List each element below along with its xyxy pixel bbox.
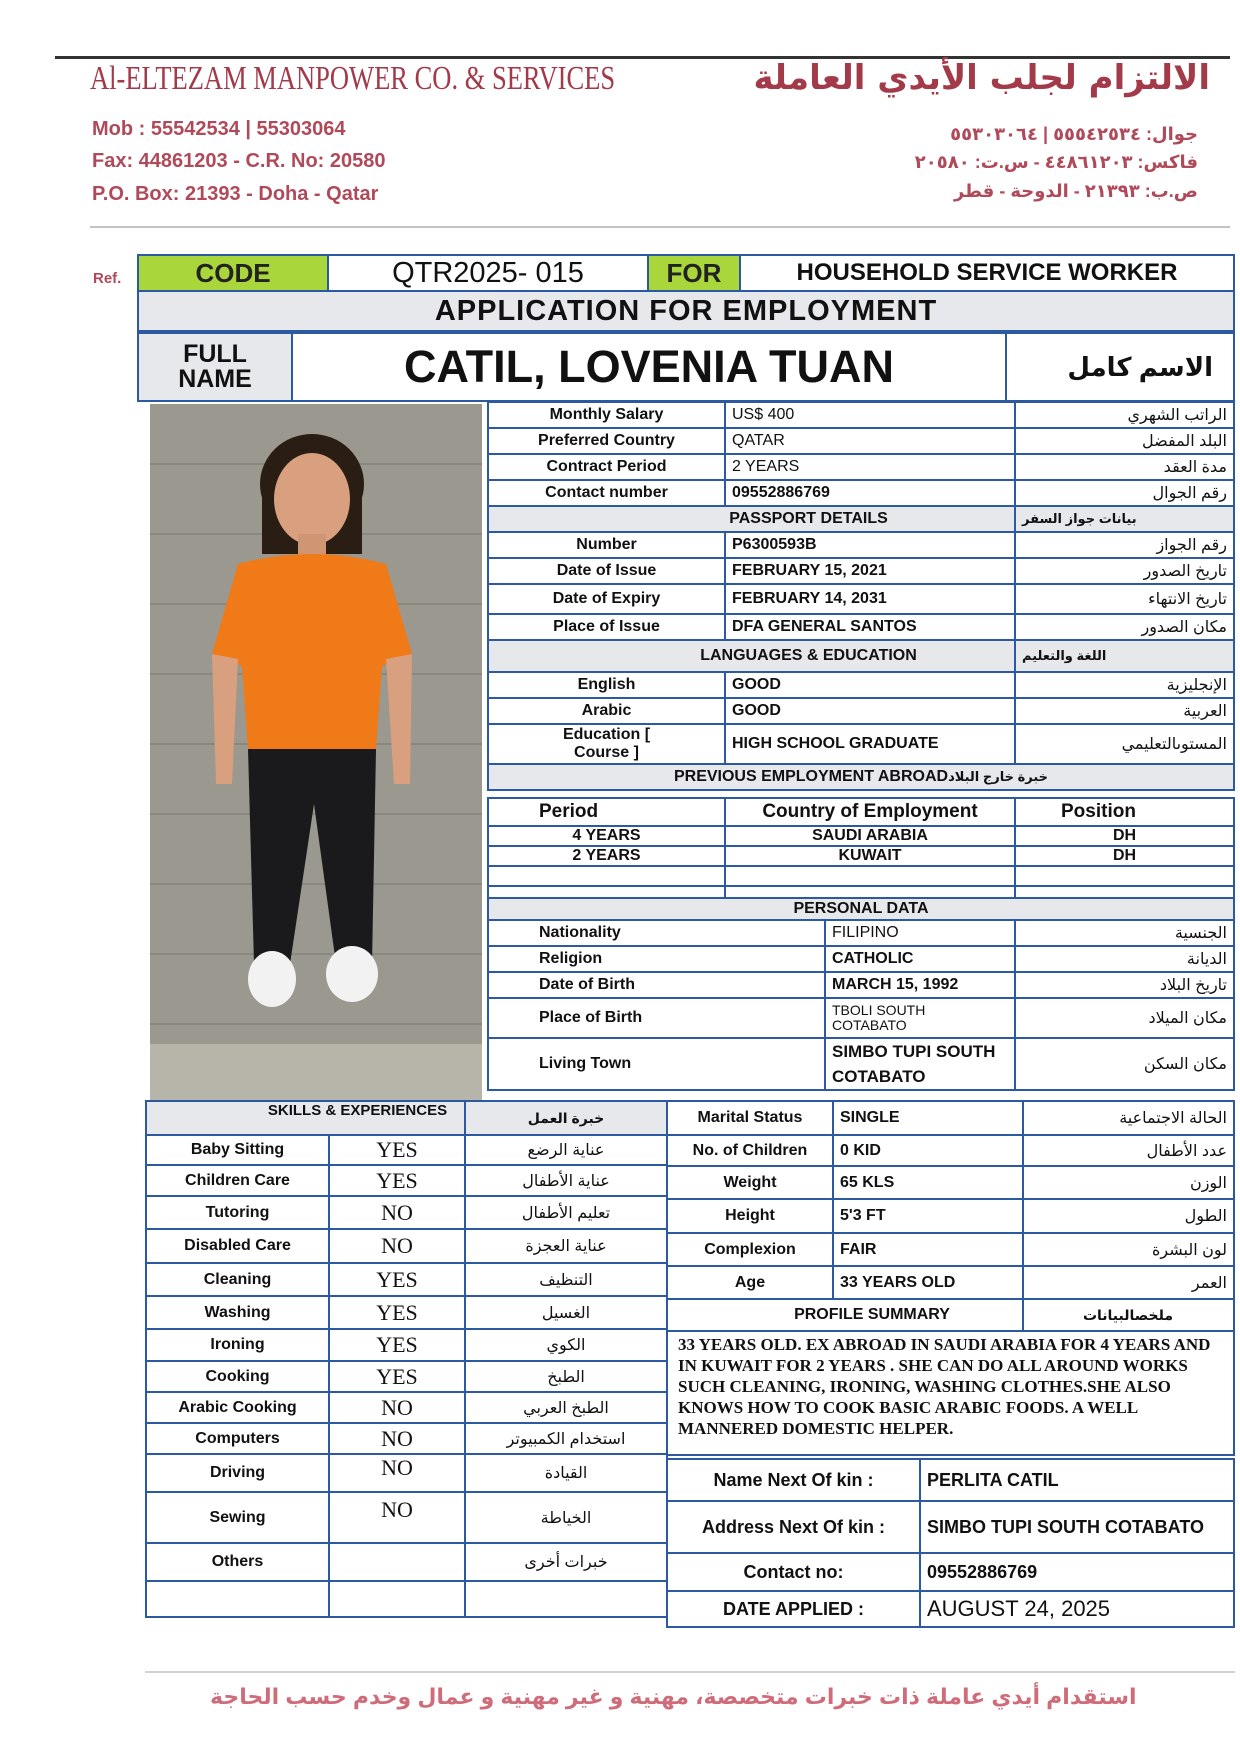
skill-washing-value: YES (329, 1296, 465, 1329)
nationality-ar: الجنسية (1015, 920, 1234, 946)
company-mobile: Mob : 55542534 | 55303064 (92, 118, 346, 140)
arabic-ar: العربية (1015, 698, 1234, 724)
skill-computers-value: NO (329, 1423, 465, 1454)
date-applied-label: DATE APPLIED : (667, 1591, 920, 1627)
skill-washing: Washing (146, 1296, 329, 1329)
code-value: QTR2025- 015 (328, 255, 648, 291)
company-pobox: P.O. Box: 21393 - Doha - Qatar (92, 183, 379, 205)
english-value: GOOD (725, 672, 1015, 698)
company-pobox-ar: ص.ب: ٢١٣٩٣ - الدوحة - قطر (953, 181, 1198, 201)
code-label: CODE (138, 255, 328, 291)
skill-cooking-ar: الطبخ (465, 1361, 667, 1392)
skill-driving-ar: القيادة (465, 1454, 667, 1492)
height-ar: الطول (1023, 1199, 1234, 1233)
pob-ar: مكان الميلاد (1015, 998, 1234, 1038)
for-label: FOR (648, 255, 740, 291)
employment-title: PREVIOUS EMPLOYMENT ABROADخبرة خارج البلاد (488, 764, 1234, 790)
info-table (487, 401, 1235, 791)
languages-title-ar: اللغة والتعليم (1015, 640, 1234, 672)
personal-table (487, 897, 1235, 1091)
applicant-photo (150, 404, 482, 1116)
date-of-expiry-label: Date of Expiry (488, 584, 725, 614)
complexion-ar: لون البشرة (1023, 1233, 1234, 1266)
skill-disabled-care-ar: عناية العجزة (465, 1229, 667, 1263)
company-name-ar: الالتزام لجلب الأيدي العاملة (753, 58, 1210, 98)
contact-number-label: Contact number (488, 480, 725, 506)
pob-value: TBOLI SOUTH COTABATO (825, 998, 1015, 1038)
english-ar: الإنجليزية (1015, 672, 1234, 698)
skill-arabic-cooking-ar: الطبخ العربي (465, 1392, 667, 1423)
dob-ar: تاريخ البلاد (1015, 972, 1234, 998)
preferred-country-label: Preferred Country (488, 428, 725, 454)
company-name-en: Al-ELTEZAM MANPOWER CO. & SERVICES (90, 60, 616, 97)
kin-name-value: PERLITA CATIL (920, 1459, 1234, 1501)
skill-arabic-cooking-value: NO (329, 1392, 465, 1423)
emp1-position: DH (1015, 826, 1234, 846)
col-country: Country of Employment (725, 798, 1015, 826)
skill-cleaning: Cleaning (146, 1263, 329, 1296)
full-name-row (137, 332, 1235, 402)
place-of-issue-value: DFA GENERAL SANTOS (725, 614, 1015, 640)
contact-number-ar: رقم الجوال (1015, 480, 1234, 506)
skill-driving-value: NO (329, 1454, 465, 1492)
passport-title-ar: بيانات جواز السفر (1015, 506, 1234, 532)
skill-washing-ar: الغسيل (465, 1296, 667, 1329)
skill-others: Others (146, 1543, 329, 1581)
place-of-issue-ar: مكان الصدور (1015, 614, 1234, 640)
skill-ironing: Ironing (146, 1329, 329, 1361)
age-label: Age (667, 1266, 833, 1299)
children-value: 0 KID (833, 1135, 1023, 1166)
date-of-expiry-value: FEBRUARY 14, 2031 (725, 584, 1015, 614)
age-value: 33 YEARS OLD (833, 1266, 1023, 1299)
passport-number-label: Number (488, 532, 725, 558)
emp3-period (488, 866, 725, 886)
skill-children-care: Children Care (146, 1165, 329, 1196)
physical-table (666, 1100, 1235, 1456)
children-label: No. of Children (667, 1135, 833, 1166)
skill-computers: Computers (146, 1423, 329, 1454)
for-value: HOUSEHOLD SERVICE WORKER (740, 255, 1234, 291)
skill-blank (146, 1581, 329, 1617)
religion-ar: الديانة (1015, 946, 1234, 972)
skill-children-care-value: YES (329, 1165, 465, 1196)
full-name-value: CATIL, LOVENIA TUAN (292, 333, 1006, 401)
preferred-country-ar: البلد المفضل (1015, 428, 1234, 454)
skill-sewing: Sewing (146, 1492, 329, 1543)
skill-tutoring-value: NO (329, 1196, 465, 1229)
kin-contact-value: 09552886769 (920, 1553, 1234, 1591)
education-ar: المستوىالتعليمي (1015, 724, 1234, 764)
skill-disabled-care-value: NO (329, 1229, 465, 1263)
skills-table (145, 1100, 668, 1618)
skill-arabic-cooking: Arabic Cooking (146, 1392, 329, 1423)
skill-driving: Driving (146, 1454, 329, 1492)
skill-cleaning-ar: التنظيف (465, 1263, 667, 1296)
profile-summary: 33 YEARS OLD. EX ABROAD IN SAUDI ARABIA FOR 4 YEARS AND IN KUWAIT FOR 2 YEARS . SHE CAN DO ALL AROUND WORKS SUCH CLEANING, IRONING, WASHING CLOTHES.SHE ALSO KNOWS HOW TO COOK BASIC ARABIC FOODS. A WELL MANNERED DOMESTIC HELPER. (667, 1331, 1234, 1455)
marital-status-value: SINGLE (833, 1101, 1023, 1135)
weight-label: Weight (667, 1166, 833, 1199)
company-mobile-ar: جوال: ٥٥٥٤٢٥٣٤ | ٥٥٣٠٣٠٦٤ (950, 124, 1198, 144)
dob-label: Date of Birth (488, 972, 825, 998)
skill-computers-ar: استخدام الكمبيوتر (465, 1423, 667, 1454)
date-applied-value: AUGUST 24, 2025 (920, 1591, 1234, 1627)
kin-address-value: SIMBO TUPI SOUTH COTABATO (920, 1501, 1234, 1553)
emp3-country (725, 866, 1015, 886)
height-label: Height (667, 1199, 833, 1233)
kin-address-label: Address Next Of kin : (667, 1501, 920, 1553)
nationality-value: FILIPINO (825, 920, 1015, 946)
skill-ironing-ar: الكوي (465, 1329, 667, 1361)
living-town-value: SIMBO TUPI SOUTH COTABATO (825, 1038, 1015, 1090)
kin-contact-label: Contact no: (667, 1553, 920, 1591)
complexion-label: Complexion (667, 1233, 833, 1266)
skill-children-care-ar: عناية الأطفال (465, 1165, 667, 1196)
code-row (137, 254, 1235, 292)
col-period: Period (488, 798, 725, 826)
arabic-value: GOOD (725, 698, 1015, 724)
skill-cleaning-value: YES (329, 1263, 465, 1296)
english-label: English (488, 672, 725, 698)
skills-title-ar: خبرة العمل (465, 1101, 667, 1135)
religion-value: CATHOLIC (825, 946, 1015, 972)
weight-ar: الوزن (1023, 1166, 1234, 1199)
company-fax: Fax: 44861203 - C.R. No: 20580 (92, 150, 386, 172)
letterhead-divider (90, 226, 1230, 228)
employment-table (487, 797, 1235, 907)
education-value: HIGH SCHOOL GRADUATE (725, 724, 1015, 764)
skill-cooking: Cooking (146, 1361, 329, 1392)
profile-title: PROFILE SUMMARY (667, 1299, 1023, 1331)
emp2-country: KUWAIT (725, 846, 1015, 866)
skill-blank-ar (465, 1581, 667, 1617)
kin-name-label: Name Next Of kin : (667, 1459, 920, 1501)
skill-tutoring-ar: تعليم الأطفال (465, 1196, 667, 1229)
ref-label: Ref. (93, 270, 122, 287)
skills-title: SKILLS & EXPERIENCES (146, 1101, 465, 1135)
salary-ar: الراتب الشهري (1015, 402, 1234, 428)
contract-period-value: 2 YEARS (725, 454, 1015, 480)
emp2-position: DH (1015, 846, 1234, 866)
skill-sewing-value: NO (329, 1492, 465, 1543)
marital-status-label: Marital Status (667, 1101, 833, 1135)
skill-cooking-value: YES (329, 1361, 465, 1392)
skill-blank-value (329, 1581, 465, 1617)
height-value: 5'3 FT (833, 1199, 1023, 1233)
pob-label: Place of Birth (488, 998, 825, 1038)
religion-label: Religion (488, 946, 825, 972)
skill-baby-sitting: Baby Sitting (146, 1135, 329, 1165)
full-name-ar: الاسم كامل (1006, 333, 1234, 401)
salary-value: US$ 400 (725, 402, 1015, 428)
personal-title: PERSONAL DATA (488, 898, 1234, 920)
living-town-label: Living Town (488, 1038, 825, 1090)
passport-number-value: P6300593B (725, 532, 1015, 558)
emp1-country: SAUDI ARABIA (725, 826, 1015, 846)
date-of-issue-label: Date of Issue (488, 558, 725, 584)
education-label: Education [ Course ] (488, 724, 725, 764)
complexion-value: FAIR (833, 1233, 1023, 1266)
arabic-label: Arabic (488, 698, 725, 724)
company-fax-ar: فاكس: ٤٤٨٦١٢٠٣ - س.ت: ٢٠٥٨٠ (914, 152, 1198, 172)
skill-others-value (329, 1543, 465, 1581)
date-of-issue-value: FEBRUARY 15, 2021 (725, 558, 1015, 584)
languages-title: LANGUAGES & EDUCATION (488, 640, 1015, 672)
col-position: Position (1015, 798, 1234, 826)
skill-others-ar: خبرات أخرى (465, 1543, 667, 1581)
preferred-country-value: QATAR (725, 428, 1015, 454)
skill-baby-sitting-ar: عناية الرضع (465, 1135, 667, 1165)
passport-number-ar: رقم الجواز (1015, 532, 1234, 558)
skill-tutoring: Tutoring (146, 1196, 329, 1229)
dob-value: MARCH 15, 1992 (825, 972, 1015, 998)
contract-period-ar: مدة العقد (1015, 454, 1234, 480)
kin-table (666, 1458, 1235, 1628)
passport-title: PASSPORT DETAILS (488, 506, 1015, 532)
date-of-issue-ar: تاريخ الصدور (1015, 558, 1234, 584)
place-of-issue-label: Place of Issue (488, 614, 725, 640)
emp1-period: 4 YEARS (488, 826, 725, 846)
marital-status-ar: الحالة الاجتماعية (1023, 1101, 1234, 1135)
emp2-period: 2 YEARS (488, 846, 725, 866)
date-of-expiry-ar: تاريخ الانتهاء (1015, 584, 1234, 614)
nationality-label: Nationality (488, 920, 825, 946)
footer-rule (145, 1671, 1235, 1673)
contract-period-label: Contract Period (488, 454, 725, 480)
children-ar: عدد الأطفال (1023, 1135, 1234, 1166)
skill-disabled-care: Disabled Care (146, 1229, 329, 1263)
living-town-ar: مكان السكن (1015, 1038, 1234, 1090)
full-name-label: FULL NAME (138, 333, 292, 401)
application-title: APPLICATION FOR EMPLOYMENT (137, 292, 1235, 332)
profile-title-ar: ملخصالبيانات (1023, 1299, 1234, 1331)
salary-label: Monthly Salary (488, 402, 725, 428)
emp3-position (1015, 866, 1234, 886)
skill-baby-sitting-value: YES (329, 1135, 465, 1165)
age-ar: العمر (1023, 1266, 1234, 1299)
skill-ironing-value: YES (329, 1329, 465, 1361)
contact-number-value: 09552886769 (725, 480, 1015, 506)
weight-value: 65 KLS (833, 1166, 1023, 1199)
applicant-photo-image (150, 404, 482, 1116)
footer-tagline: استقدام أيدي عاملة ذات خبرات متخصصة، مهنية و غير مهنية و عمال وخدم حسب الحاجة (210, 1684, 1137, 1709)
skill-sewing-ar: الخياطة (465, 1492, 667, 1543)
